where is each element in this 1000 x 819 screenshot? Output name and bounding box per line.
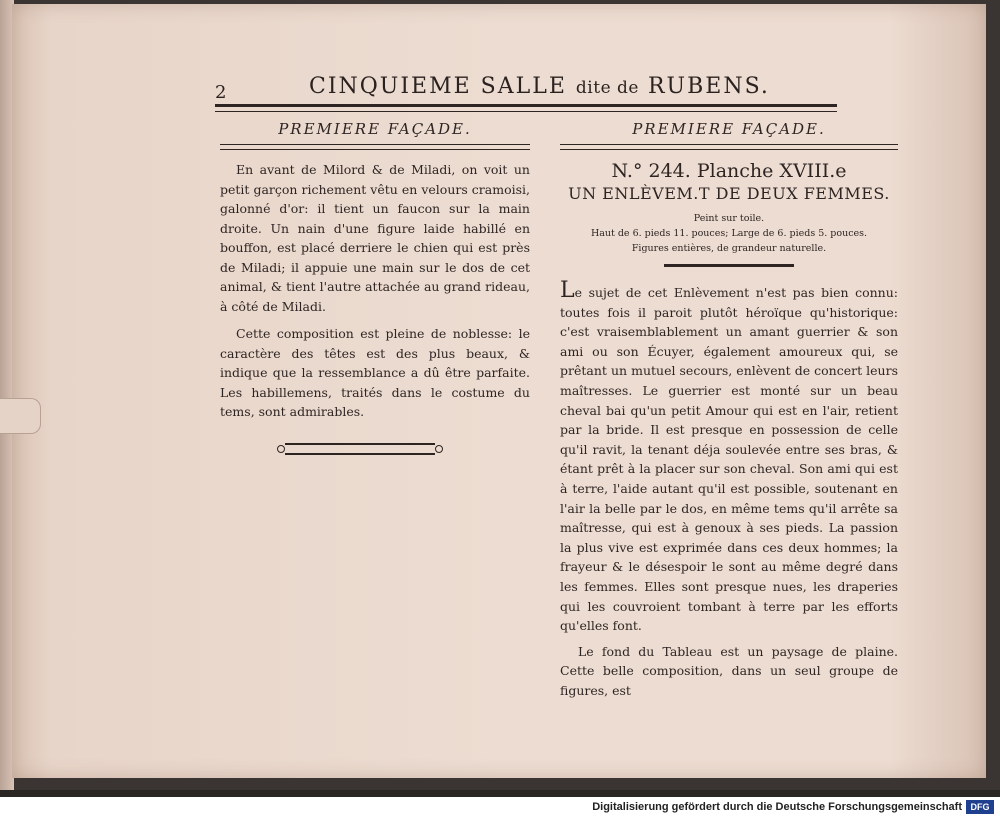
- right-double-rule: [560, 144, 898, 150]
- footer-credit: Digitalisierung gefördert durch die Deutsche Forschungsgemeinschaft: [592, 801, 962, 813]
- running-title: [309, 74, 770, 99]
- bookmark-tab: [0, 398, 41, 434]
- page-number: 2: [215, 82, 227, 103]
- plate-number: N.° 244. Planche XVIII.e: [611, 160, 847, 182]
- right-column: [560, 118, 898, 706]
- right-facade-heading: PREMIERE FAÇADE.: [632, 120, 826, 138]
- plate-rule: [664, 264, 794, 267]
- plate-title: UN ENLÈVEM.T DE DEUX FEMMES.: [568, 184, 890, 203]
- header-rule-thick: [215, 104, 837, 107]
- running-title-small: dite de: [575, 78, 639, 98]
- left-facade-heading: PREMIERE FAÇADE.: [278, 120, 472, 138]
- page-header: [215, 74, 835, 102]
- plate-dimensions: Haut de 6. pieds 11. pouces; Large de 6. pieds 5. pouces.: [590, 228, 868, 239]
- plate-medium: Peint sur toile.: [693, 213, 765, 224]
- left-paragraph: En avant de Milord & de Miladi, on voit un petit garçon richement vêtu en velours cramoisi, galonné d'or: il tient un faucon sur la main droite. Un nain d'une figure laide habillé en bouffon, est placé derriere le chien qui est près de Miladi; il appuie une main sur le dos de cet animal, & tient l'autre attachée au grand rideau, à côté de Miladi.: [220, 162, 530, 314]
- dfg-logo: DFG: [966, 800, 994, 814]
- right-paragraph: Le fond du Tableau est un paysage de plaine. Cette belle composition, dans un seul groupe de figures, est: [560, 643, 898, 698]
- ornament-rule: [285, 443, 435, 455]
- left-paragraph: Cette composition est pleine de noblesse: le caractère des têtes est des plus beaux, & indique que la ressemblance a dû être parfaite. Les habillemens, traités dans le costume du tems, sont admirables.: [220, 326, 530, 419]
- left-double-rule: [220, 144, 530, 150]
- running-title-end: RUBENS.: [647, 74, 770, 99]
- header-rule-thin: [215, 111, 837, 112]
- left-column: [220, 118, 530, 430]
- footer-bar: [0, 797, 1000, 819]
- plate-figures: Figures entières, de grandeur naturelle.: [631, 243, 827, 254]
- right-paragraph: Le sujet de cet Enlèvement n'est pas bien connu: toutes fois il paroit plutôt héroïque qu'historique: c'est vraisemblablement un amant guerrier & son ami ou son Écuyer, également amoureux qui, se prêtant un mutuel secours, enlèvent de concert leurs maîtresses. Le guerrier est monté sur un beau cheval bai qu'un petit Amour qui est en l'air, retient par la bride. Il est presque en possession de celle qu'il ravit, la tenant déja soulevée entre ses bras, & étant prêt à la placer sur son cheval. Son ami qui est à terre, l'aide autant qu'il est possible, soutenant en l'air la belle par le dos, en même tems qu'il arrête sa maîtresse, qui est à genoux à ses pieds. La passion la plus vive est exprimée dans ces deux hommes; la frayeur & le désespoir le sont au même degré dans les femmes. Elles sont presque nues, les draperies qui les couvroient tombant à terre par les efforts qu'elles font.: [560, 278, 898, 634]
- running-title-main: CINQUIEME SALLE: [309, 74, 567, 99]
